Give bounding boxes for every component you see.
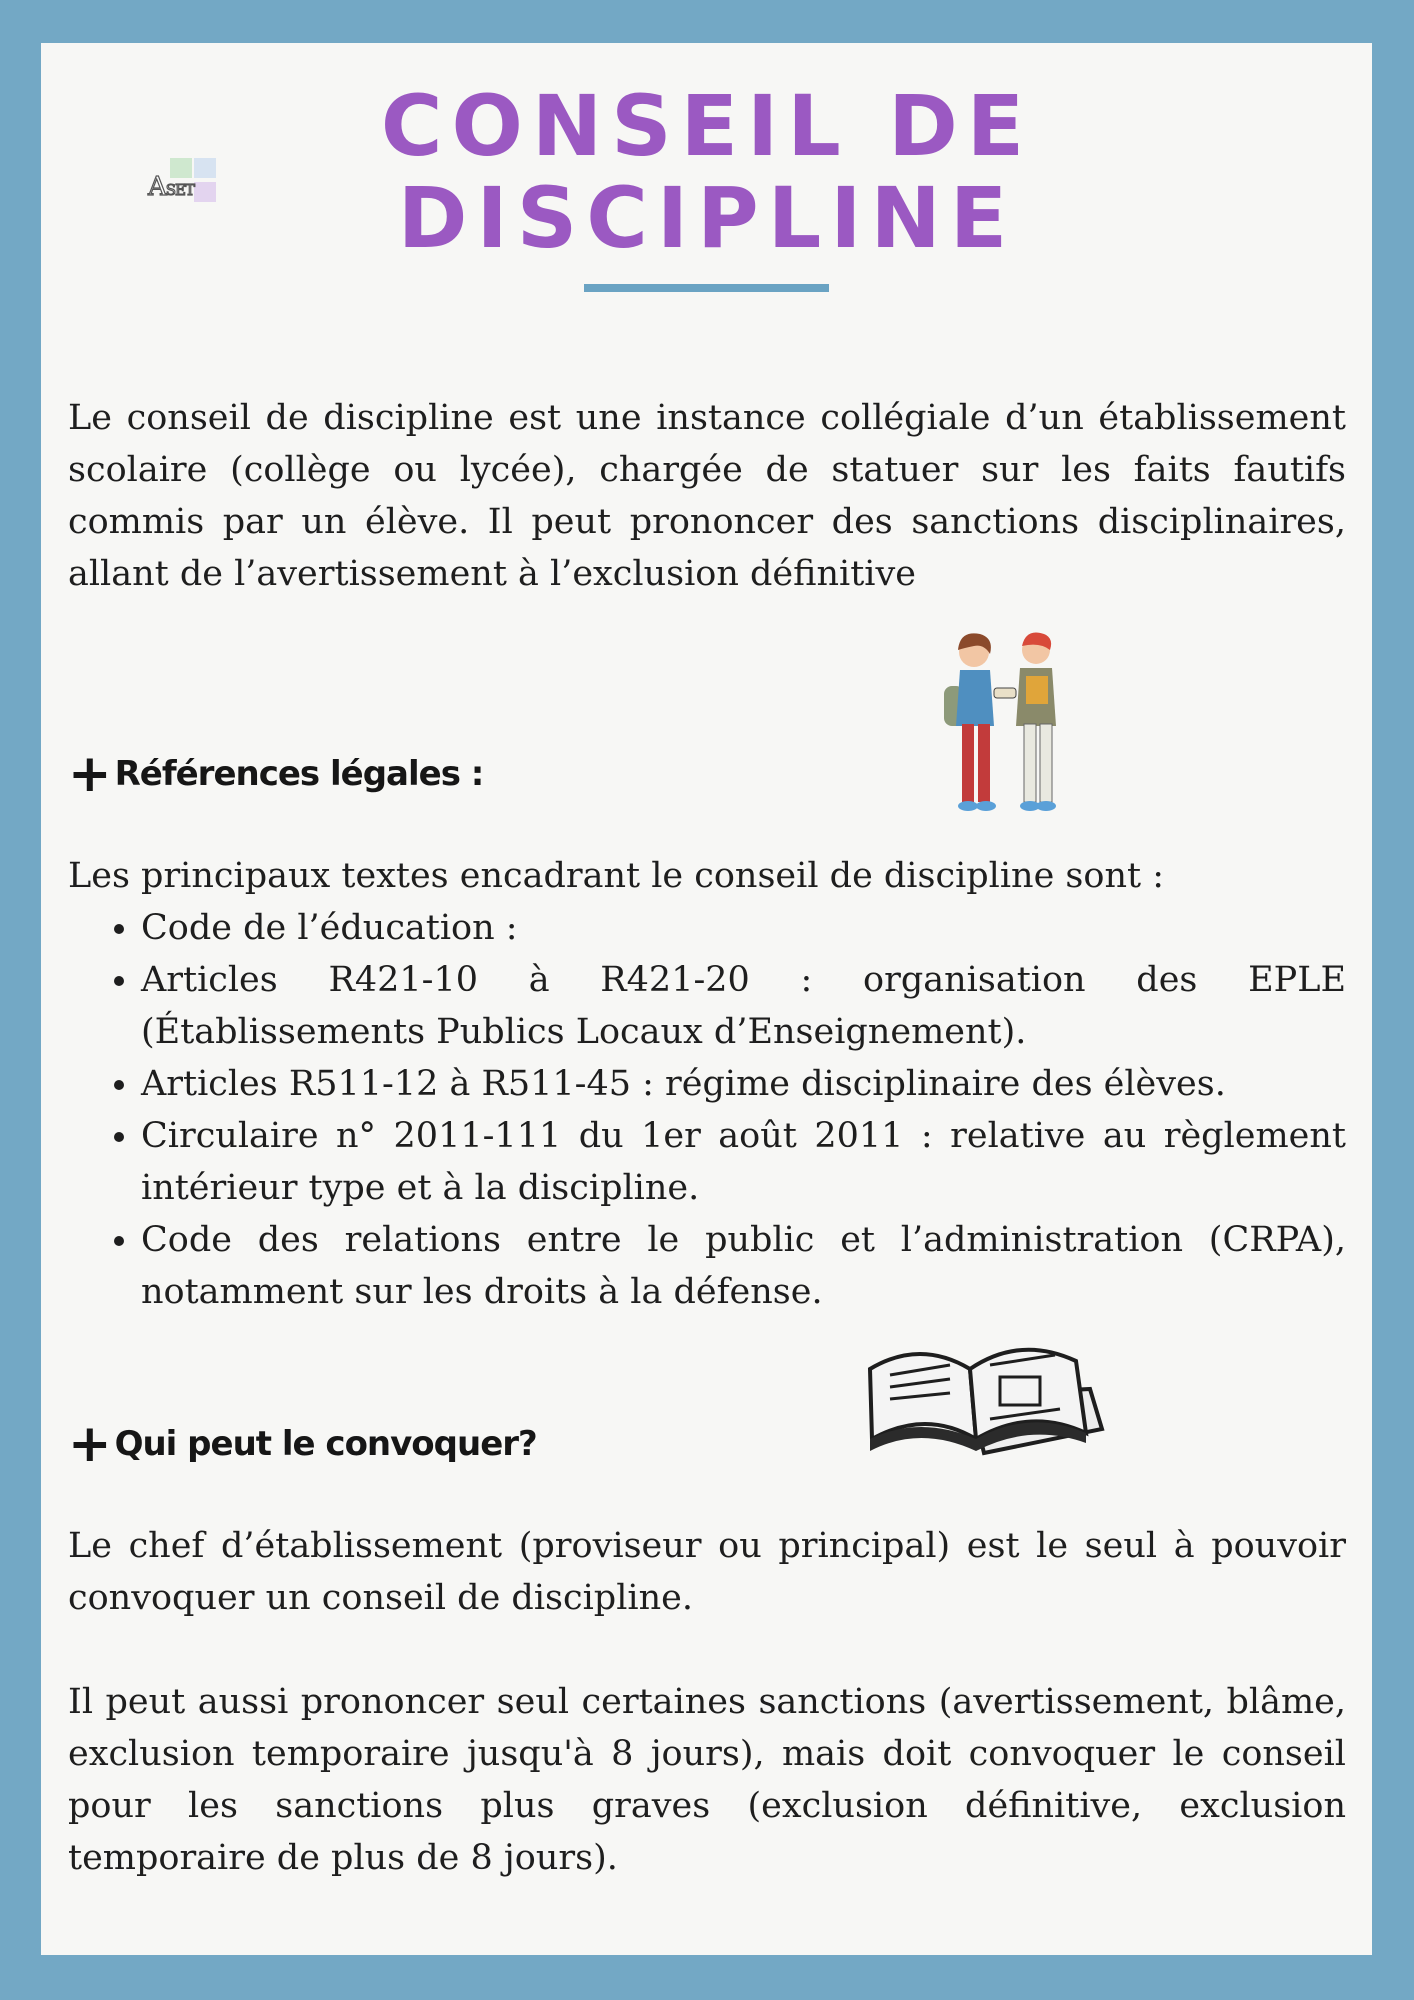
title-line-1: CONSEIL DE xyxy=(380,77,1034,175)
references-heading-text: Références légales : xyxy=(114,754,484,794)
references-heading xyxy=(68,744,484,804)
list-item: • Articles R421-10 à R421-20 : organisation des EPLE (Établissements Publics Locaux d’Enseignement). xyxy=(141,954,1346,1058)
references-lead: Les principaux textes encadrant le conseil de discipline sont : xyxy=(68,856,1164,896)
plus-icon: + xyxy=(68,1414,111,1474)
open-books-illustration xyxy=(860,1325,1110,1475)
list-item: • Code de l’éducation : xyxy=(141,902,1346,954)
logo-text: ASET xyxy=(148,172,195,202)
title-line-2: DISCIPLINE xyxy=(397,169,1017,267)
intro-paragraph: Le conseil de discipline est une instance collégiale d’un établissement scolaire (collège ou lycée), chargée de statuer sur les faits fautifs commis par un élève. Il peut prononcer des sanctions disciplinaires, allant de l’avertissement à l’exclusion définitive xyxy=(68,398,1346,594)
plus-icon: + xyxy=(68,744,111,804)
list-item: • Articles R511-12 à R511-45 : régime disciplinaire des élèves. xyxy=(141,1058,1346,1110)
title-underline xyxy=(584,284,829,292)
convocation-paragraph-1: Le chef d’établissement (proviseur ou principal) est le seul à pouvoir convoquer un conseil de discipline. xyxy=(68,1526,1346,1618)
list-item: • Circulaire n° 2011-111 du 1er août 2011 : relative au règlement intérieur type et à la discipline. xyxy=(141,1110,1346,1214)
convocation-paragraph-2: Il peut aussi prononcer seul certaines sanctions (avertissement, blâme, exclusion temporaire jusqu'à 8 jours), mais doit convoquer le conseil pour les sanctions plus graves (exclusion définitive, exclusion temporaire de plus de 8 jours). xyxy=(68,1682,1346,1878)
page-title xyxy=(0,77,1414,267)
convocation-heading-text: Qui peut le convoquer? xyxy=(114,1424,537,1464)
list-item: • Code des relations entre le public et l’administration (CRPA), notamment sur les droits à la défense. xyxy=(141,1214,1346,1318)
students-talking-illustration xyxy=(936,624,1076,814)
convocation-heading xyxy=(68,1414,537,1474)
references-list xyxy=(68,902,1346,1318)
